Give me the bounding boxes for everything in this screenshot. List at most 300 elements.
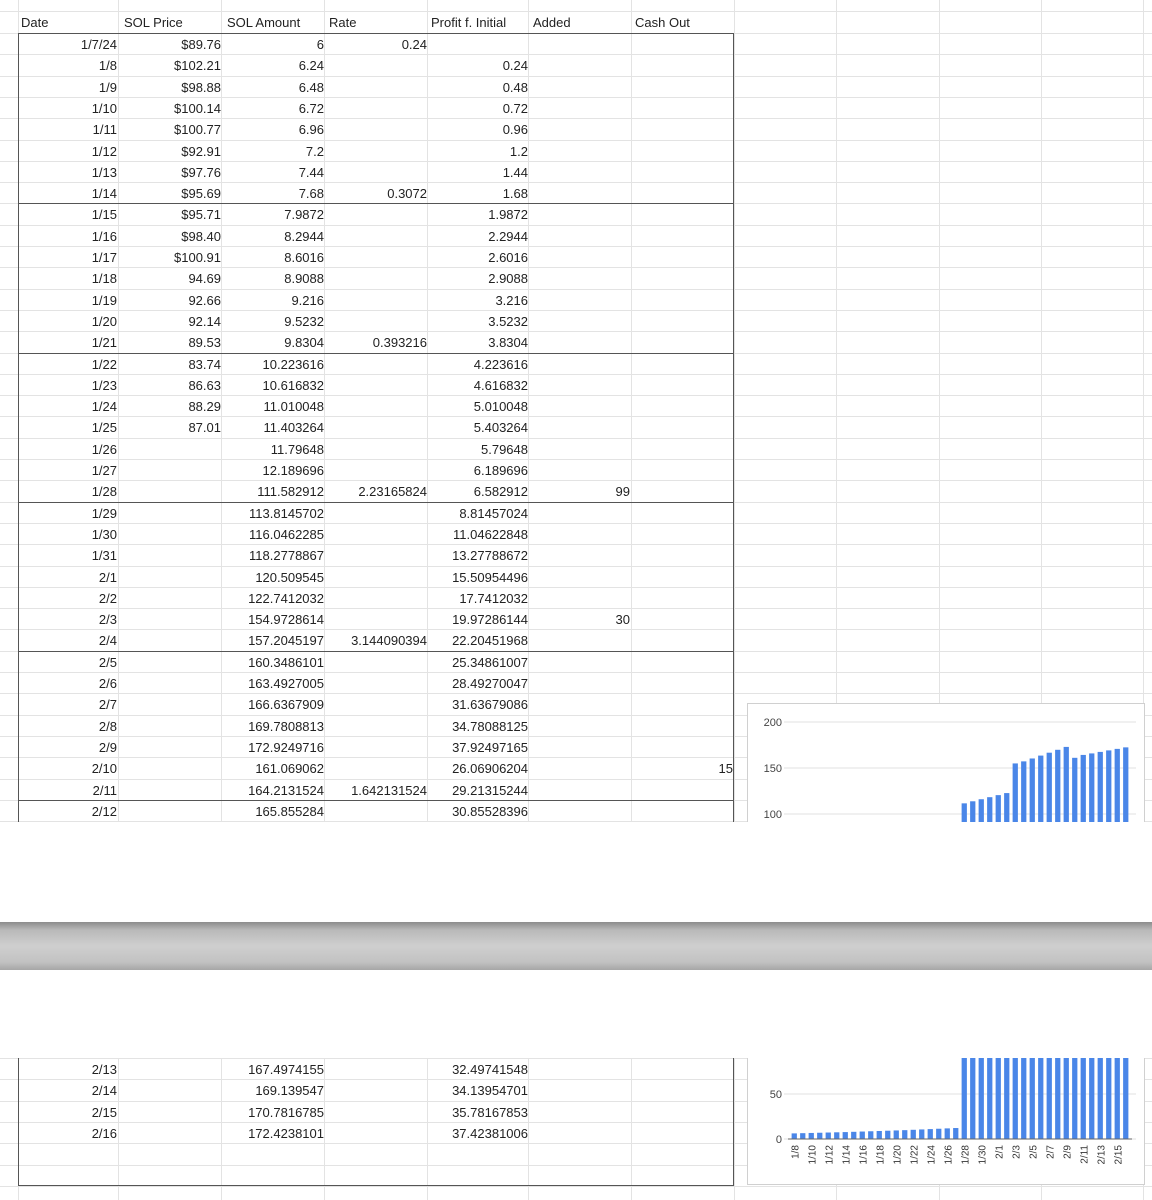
cell-sol-price[interactable]	[118, 801, 221, 822]
cell-sol-amount[interactable]: 160.3486101	[248, 654, 324, 670]
cell-cash-out[interactable]	[632, 780, 733, 801]
cell-added[interactable]	[529, 1123, 630, 1144]
cell-sol-amount[interactable]: 7.9872	[284, 207, 324, 223]
cell-profit[interactable]: 3.216	[495, 292, 528, 308]
cell-sol-amount[interactable]: 7.44	[298, 164, 324, 180]
cell-sol-price[interactable]	[118, 716, 221, 737]
cell-cash-out[interactable]	[632, 801, 733, 822]
cell-sol-price[interactable]	[118, 652, 221, 673]
cell-added[interactable]	[529, 758, 630, 779]
cell-sol-amount[interactable]: 165.855284	[255, 803, 324, 819]
cell-added[interactable]	[529, 141, 630, 162]
cell-rate[interactable]	[325, 588, 427, 609]
cell-date[interactable]: 1/16	[91, 228, 117, 244]
cell-cash-out[interactable]	[632, 354, 733, 375]
header-profit[interactable]: Profit f. Initial	[431, 15, 507, 30]
cell-rate[interactable]	[325, 226, 427, 247]
cell-date[interactable]: 2/7	[98, 697, 117, 713]
cell-sol-amount[interactable]: 118.2778867	[249, 548, 324, 564]
cell-cash-out[interactable]	[632, 630, 733, 651]
cell-rate[interactable]	[325, 673, 427, 694]
cell-cash-out[interactable]	[632, 332, 733, 353]
cell-profit[interactable]: 5.403264	[473, 420, 528, 436]
cell-sol-amount[interactable]: 169.139547	[255, 1083, 324, 1099]
cell-added[interactable]	[529, 77, 630, 98]
cell-cash-out[interactable]	[632, 694, 733, 715]
cell-added[interactable]	[529, 716, 630, 737]
cell-sol-price[interactable]: $100.14	[174, 100, 221, 116]
cell-cash-out[interactable]	[632, 439, 733, 460]
cell-profit[interactable]: 1.44	[502, 164, 528, 180]
cell-sol-amount[interactable]: 8.9088	[284, 271, 324, 287]
cell-sol-price[interactable]: $92.91	[181, 143, 221, 159]
cell-sol-amount[interactable]: 11.403264	[263, 420, 324, 436]
cell-added[interactable]	[529, 332, 630, 353]
cell-cash-out[interactable]	[632, 503, 733, 524]
cell-rate[interactable]: 0.3072	[387, 186, 427, 202]
cell-date[interactable]: 1/19	[91, 292, 117, 308]
cell-date[interactable]: 1/20	[91, 313, 117, 329]
cell-cash-out[interactable]	[632, 1123, 733, 1144]
cell-rate[interactable]	[325, 98, 427, 119]
cell-cash-out[interactable]	[632, 524, 733, 545]
cell-added[interactable]	[529, 460, 630, 481]
cell-rate[interactable]	[325, 1080, 427, 1101]
cell-rate[interactable]: 0.24	[401, 37, 427, 52]
cell-rate[interactable]: 3.144090394	[351, 633, 427, 649]
cell-date[interactable]: 1/9	[98, 79, 117, 95]
cell-profit[interactable]: 8.81457024	[459, 505, 528, 521]
cell-sol-price[interactable]	[118, 439, 221, 460]
cell-cash-out[interactable]	[632, 1080, 733, 1101]
cell-profit[interactable]: 34.13954701	[452, 1083, 528, 1099]
cell-profit[interactable]: 1.2	[509, 143, 528, 159]
cell-profit[interactable]: 11.04622848	[453, 526, 528, 542]
cell-rate[interactable]: 1.642131524	[351, 782, 427, 798]
cell-cash-out[interactable]	[632, 545, 733, 566]
cell-profit[interactable]: 34.78088125	[452, 718, 528, 734]
cell-sol-amount[interactable]: 9.5232	[284, 313, 324, 329]
cell-sol-price[interactable]	[118, 1102, 221, 1123]
cell-sol-price[interactable]: $100.77	[174, 122, 221, 138]
cell-date[interactable]: 1/28	[91, 484, 117, 500]
header-cash-out[interactable]: Cash Out	[635, 15, 690, 30]
cell-added[interactable]	[529, 268, 630, 289]
cell-sol-amount[interactable]: 11.010048	[263, 399, 324, 415]
cell-sol-amount[interactable]: 10.223616	[262, 356, 324, 372]
cell-added[interactable]	[529, 34, 630, 55]
cell-profit[interactable]: 2.2944	[488, 228, 528, 244]
cell-rate[interactable]	[325, 290, 427, 311]
cell-date[interactable]: 1/31	[91, 548, 117, 564]
cell-added[interactable]	[529, 204, 630, 225]
cell-date[interactable]: 1/8	[98, 58, 117, 74]
cell-sol-amount[interactable]: 161.069062	[255, 761, 324, 777]
cell-cash-out[interactable]	[632, 162, 733, 183]
cell-sol-amount[interactable]: 7.2	[305, 143, 324, 159]
cell-rate[interactable]	[325, 311, 427, 332]
cell-added[interactable]	[529, 1102, 630, 1123]
cell-cash-out[interactable]	[632, 290, 733, 311]
table-row	[0, 311, 1152, 332]
cell-date[interactable]: 1/30	[91, 526, 117, 542]
cell-added[interactable]	[529, 737, 630, 758]
cell-date[interactable]: 1/22	[91, 356, 117, 372]
cell-added[interactable]	[529, 524, 630, 545]
header-rate[interactable]: Rate	[329, 15, 357, 30]
cell-date[interactable]: 2/8	[98, 718, 117, 734]
cell-sol-price[interactable]	[118, 460, 221, 481]
cell-date[interactable]: 1/25	[91, 420, 117, 436]
table-row	[0, 332, 1152, 353]
cell-added[interactable]	[529, 673, 630, 694]
cell-sol-price[interactable]: $95.69	[181, 186, 221, 202]
cell-sol-amount[interactable]: 164.2131524	[248, 782, 324, 798]
cell-added[interactable]	[529, 588, 630, 609]
cell-rate[interactable]	[325, 503, 427, 524]
cell-sol-price[interactable]: $95.71	[181, 207, 221, 223]
cell-sol-amount[interactable]: 6.72	[298, 100, 324, 116]
cell-added[interactable]	[529, 119, 630, 140]
cell-rate[interactable]	[325, 694, 427, 715]
cell-rate[interactable]	[325, 77, 427, 98]
cell-date[interactable]: 1/23	[91, 377, 117, 393]
cell-cash-out[interactable]	[632, 716, 733, 737]
cell-date[interactable]: 2/10	[91, 761, 117, 777]
cell-rate[interactable]	[325, 162, 427, 183]
cell-added[interactable]	[529, 354, 630, 375]
cell-sol-amount[interactable]: 7.68	[298, 186, 324, 202]
cell-sol-amount[interactable]: 9.8304	[284, 335, 324, 351]
cell-cash-out[interactable]	[632, 268, 733, 289]
cell-sol-amount[interactable]: 163.4927005	[248, 676, 324, 691]
cell-sol-amount[interactable]: 6.24	[298, 58, 324, 74]
cell-sol-price[interactable]	[118, 567, 221, 588]
cell-profit[interactable]: 25.34861007	[452, 654, 528, 670]
cell-sol-amount[interactable]: 169.7808813	[248, 718, 324, 734]
cell-cash-out[interactable]	[632, 77, 733, 98]
cell-cash-out[interactable]	[632, 226, 733, 247]
cell-sol-amount[interactable]: 111.582912	[257, 484, 324, 500]
cell-added[interactable]	[529, 396, 630, 417]
cell-sol-price[interactable]: $98.40	[181, 228, 221, 244]
cell-cash-out[interactable]	[632, 311, 733, 332]
cell-cash-out[interactable]: 15	[718, 761, 733, 777]
cell-profit[interactable]	[428, 34, 528, 55]
cell-sol-price[interactable]	[118, 1123, 221, 1144]
cell-sol-amount[interactable]: 172.4238101	[248, 1125, 324, 1141]
cell-sol-amount[interactable]: 12.189696	[262, 463, 324, 478]
cell-sol-price[interactable]: 88.29	[188, 399, 221, 415]
cell-added[interactable]	[529, 652, 630, 673]
cell-profit[interactable]: 29.21315244	[452, 782, 528, 798]
cell-added[interactable]: 99	[615, 484, 630, 500]
cell-profit[interactable]: 17.7412032	[459, 590, 528, 606]
cell-sol-price[interactable]	[118, 545, 221, 566]
cell-rate[interactable]	[325, 396, 427, 417]
cell-sol-amount[interactable]: 170.7816785	[248, 1104, 324, 1120]
cell-profit[interactable]: 26.06906204	[452, 761, 528, 777]
cell-profit[interactable]: 2.9088	[488, 271, 528, 287]
cell-sol-amount[interactable]: 10.616832	[262, 377, 324, 393]
cell-sol-amount[interactable]: 6.48	[298, 79, 324, 95]
cell-profit[interactable]: 3.8304	[488, 335, 528, 351]
cell-added[interactable]	[529, 567, 630, 588]
cell-sol-price[interactable]: $102.21	[174, 58, 221, 74]
cell-sol-price[interactable]: $100.91	[174, 250, 221, 265]
cell-profit[interactable]: 35.78167853	[452, 1104, 528, 1120]
cell-rate[interactable]	[325, 119, 427, 140]
cell-sol-price[interactable]	[118, 630, 221, 651]
cell-profit[interactable]: 37.92497165	[452, 739, 528, 755]
cell-rate[interactable]	[325, 609, 427, 630]
cell-added[interactable]: 30	[615, 612, 630, 628]
cell-sol-price[interactable]	[118, 694, 221, 715]
bar	[860, 1132, 865, 1139]
cell-sol-amount[interactable]: 113.8145702	[249, 505, 324, 521]
cell-sol-price[interactable]	[118, 1080, 221, 1101]
cell-date[interactable]: 1/17	[91, 250, 117, 265]
cell-sol-amount[interactable]: 120.509545	[255, 569, 324, 585]
cell-added[interactable]	[529, 801, 630, 822]
cell-cash-out[interactable]	[632, 375, 733, 396]
cell-added[interactable]	[529, 226, 630, 247]
cell-added[interactable]	[529, 694, 630, 715]
cell-profit[interactable]: 2.6016	[488, 250, 528, 265]
cell-sol-price[interactable]: 92.14	[188, 313, 221, 329]
cell-profit[interactable]: 30.85528396	[452, 803, 528, 819]
cell-cash-out[interactable]	[632, 98, 733, 119]
cell-cash-out[interactable]	[632, 481, 733, 502]
cell-sol-amount[interactable]: 8.6016	[284, 250, 324, 265]
cell-cash-out[interactable]	[632, 396, 733, 417]
cell-date[interactable]: 2/12	[91, 803, 117, 819]
cell-date[interactable]: 2/2	[98, 590, 117, 606]
cell-cash-out[interactable]	[632, 141, 733, 162]
cell-profit[interactable]: 5.010048	[473, 399, 528, 415]
cell-cash-out[interactable]	[632, 204, 733, 225]
cell-added[interactable]	[529, 311, 630, 332]
cell-rate[interactable]	[325, 55, 427, 76]
cell-rate[interactable]	[325, 460, 427, 481]
cell-sol-amount[interactable]: 11.79648	[270, 441, 324, 457]
cell-sol-amount[interactable]: 9.216	[291, 292, 324, 308]
cell-cash-out[interactable]	[632, 119, 733, 140]
cell-sol-amount[interactable]: 6	[316, 37, 324, 52]
cell-profit[interactable]: 13.27788672	[452, 548, 528, 564]
cell-rate[interactable]	[325, 716, 427, 737]
cell-rate[interactable]	[325, 1102, 427, 1123]
cell-date[interactable]: 2/9	[98, 739, 117, 755]
cell-cash-out[interactable]	[632, 1102, 733, 1123]
cell-profit[interactable]: 1.68	[502, 186, 528, 202]
cell-date[interactable]: 1/29	[91, 505, 117, 521]
cell-rate[interactable]	[325, 354, 427, 375]
cell-date[interactable]: 1/24	[91, 399, 117, 415]
cell-rate[interactable]	[325, 141, 427, 162]
cell-profit[interactable]: 5.79648	[481, 441, 528, 457]
cell-added[interactable]	[529, 375, 630, 396]
cell-profit[interactable]: 28.49270047	[452, 676, 528, 691]
cell-cash-out[interactable]	[632, 247, 733, 268]
cell-date[interactable]: 2/16	[91, 1125, 117, 1141]
cell-sol-price[interactable]: 89.53	[188, 335, 221, 351]
cell-date[interactable]: 1/26	[91, 441, 117, 457]
cell-rate[interactable]	[325, 801, 427, 822]
cell-profit[interactable]: 19.97286144	[452, 612, 528, 628]
cell-rate[interactable]	[325, 375, 427, 396]
cell-sol-price[interactable]	[118, 737, 221, 758]
cell-added[interactable]	[529, 290, 630, 311]
cell-sol-price[interactable]	[118, 524, 221, 545]
cell-cash-out[interactable]	[632, 34, 733, 55]
cell-date[interactable]: 2/11	[92, 782, 117, 798]
cell-added[interactable]	[529, 1080, 630, 1101]
cell-added[interactable]	[529, 1059, 630, 1080]
cell-cash-out[interactable]	[632, 567, 733, 588]
cell-sol-price[interactable]	[118, 780, 221, 801]
cell-sol-price[interactable]	[118, 673, 221, 694]
cell-date[interactable]: 1/11	[92, 122, 117, 138]
cell-cash-out[interactable]	[632, 609, 733, 630]
cell-date[interactable]: 1/12	[91, 143, 117, 159]
cell-profit[interactable]: 3.5232	[488, 313, 528, 329]
cell-cash-out[interactable]	[632, 588, 733, 609]
cell-date[interactable]: 1/13	[91, 164, 117, 180]
cell-added[interactable]	[529, 55, 630, 76]
cell-rate[interactable]	[325, 268, 427, 289]
cell-profit[interactable]: 0.72	[502, 100, 528, 116]
cell-date[interactable]: 1/21	[91, 335, 117, 351]
cell-sol-amount[interactable]: 172.9249716	[248, 739, 324, 755]
cell-date[interactable]: 2/15	[91, 1104, 117, 1120]
cell-cash-out[interactable]	[632, 1059, 733, 1080]
cell-rate[interactable]	[325, 545, 427, 566]
cell-sol-price[interactable]: $97.76	[181, 164, 221, 180]
chart-panel-bottom[interactable]	[747, 1058, 1145, 1185]
cell-sol-price[interactable]	[118, 503, 221, 524]
cell-sol-price[interactable]: 86.63	[188, 377, 221, 393]
header-sol-price[interactable]: SOL Price	[124, 15, 183, 30]
cell-date[interactable]: 2/14	[91, 1083, 117, 1099]
cell-date[interactable]: 2/6	[98, 676, 117, 691]
cell-date[interactable]: 1/10	[91, 100, 117, 116]
header-date[interactable]: Date	[21, 15, 49, 30]
cell-cash-out[interactable]	[632, 737, 733, 758]
cell-sol-price[interactable]	[118, 609, 221, 630]
cell-profit[interactable]: 0.48	[502, 79, 528, 95]
cell-profit[interactable]: 31.63679086	[452, 697, 528, 713]
cell-sol-price[interactable]	[118, 481, 221, 502]
header-sol-amount[interactable]: SOL Amount	[227, 15, 301, 30]
cell-rate[interactable]	[325, 1123, 427, 1144]
cell-cash-out[interactable]	[632, 673, 733, 694]
cell-sol-price[interactable]: 83.74	[188, 356, 221, 372]
cell-profit[interactable]: 6.582912	[473, 484, 528, 500]
cell-profit[interactable]: 1.9872	[488, 207, 528, 223]
cell-profit[interactable]: 15.50954496	[452, 569, 528, 585]
x-tick-label: 1/22	[909, 1145, 921, 1165]
cell-sol-amount[interactable]: 116.0462285	[249, 526, 324, 542]
cell-sol-price[interactable]: $89.76	[181, 37, 221, 52]
cell-rate[interactable]	[325, 417, 427, 438]
cell-date[interactable]: 2/13	[91, 1062, 117, 1077]
cell-rate[interactable]	[325, 204, 427, 225]
cell-sol-price[interactable]: 94.69	[188, 271, 221, 287]
cell-sol-price[interactable]: 87.01	[188, 420, 221, 436]
cell-rate[interactable]	[325, 1059, 427, 1080]
cell-date[interactable]: 1/27	[91, 463, 117, 478]
cell-sol-price[interactable]	[118, 588, 221, 609]
header-added[interactable]: Added	[533, 15, 571, 30]
cell-rate[interactable]	[325, 758, 427, 779]
cell-added[interactable]	[529, 545, 630, 566]
chart-panel-top[interactable]	[747, 703, 1145, 822]
cell-profit[interactable]: 37.42381006	[452, 1125, 528, 1141]
cell-date[interactable]: 2/3	[98, 612, 117, 628]
cell-added[interactable]	[529, 417, 630, 438]
cell-rate[interactable]: 2.23165824	[358, 484, 427, 500]
cell-profit[interactable]: 4.223616	[473, 356, 528, 372]
cell-date[interactable]: 2/4	[98, 633, 117, 649]
cell-profit[interactable]: 6.189696	[473, 463, 528, 478]
cell-sol-price[interactable]	[118, 758, 221, 779]
cell-rate[interactable]	[325, 652, 427, 673]
cell-rate[interactable]	[325, 524, 427, 545]
cell-added[interactable]	[529, 630, 630, 651]
cell-sol-amount[interactable]: 157.2045197	[248, 633, 324, 649]
cell-cash-out[interactable]	[632, 460, 733, 481]
cell-cash-out[interactable]	[632, 183, 733, 204]
cell-rate[interactable]	[325, 247, 427, 268]
cell-rate[interactable]	[325, 737, 427, 758]
cell-added[interactable]	[529, 439, 630, 460]
cell-date[interactable]: 1/18	[91, 271, 117, 287]
cell-sol-amount[interactable]: 122.7412032	[248, 590, 324, 606]
cell-added[interactable]	[529, 503, 630, 524]
cell-sol-amount[interactable]: 6.96	[298, 122, 324, 138]
cell-cash-out[interactable]	[632, 652, 733, 673]
cell-added[interactable]	[529, 98, 630, 119]
cell-profit[interactable]: 0.24	[502, 58, 528, 74]
cell-added[interactable]	[529, 183, 630, 204]
cell-date[interactable]: 2/5	[98, 654, 117, 670]
cell-date[interactable]: 1/15	[91, 207, 117, 223]
cell-profit[interactable]: 4.616832	[473, 377, 528, 393]
cell-added[interactable]	[529, 162, 630, 183]
cell-sol-amount[interactable]: 167.4974155	[248, 1062, 324, 1077]
cell-sol-price[interactable]: $98.88	[181, 79, 221, 95]
cell-sol-amount[interactable]: 166.6367909	[248, 697, 324, 713]
cell-date[interactable]: 1/7/24	[80, 37, 117, 52]
cell-profit[interactable]: 32.49741548	[452, 1062, 528, 1077]
cell-added[interactable]	[529, 247, 630, 268]
cell-sol-price[interactable]: 92.66	[188, 292, 221, 308]
cell-sol-price[interactable]	[118, 1059, 221, 1080]
cell-rate[interactable]	[325, 567, 427, 588]
cell-rate[interactable]	[325, 439, 427, 460]
cell-sol-amount[interactable]: 8.2944	[284, 228, 324, 244]
cell-cash-out[interactable]	[632, 55, 733, 76]
cell-cash-out[interactable]	[632, 417, 733, 438]
cell-date[interactable]: 2/1	[98, 569, 117, 585]
cell-added[interactable]	[529, 780, 630, 801]
cell-profit[interactable]: 0.96	[502, 122, 528, 138]
cell-sol-amount[interactable]: 154.9728614	[248, 612, 324, 628]
cell-date[interactable]: 1/14	[91, 186, 117, 202]
cell-profit[interactable]: 22.20451968	[452, 633, 528, 649]
cell-rate[interactable]: 0.393216	[372, 335, 427, 351]
